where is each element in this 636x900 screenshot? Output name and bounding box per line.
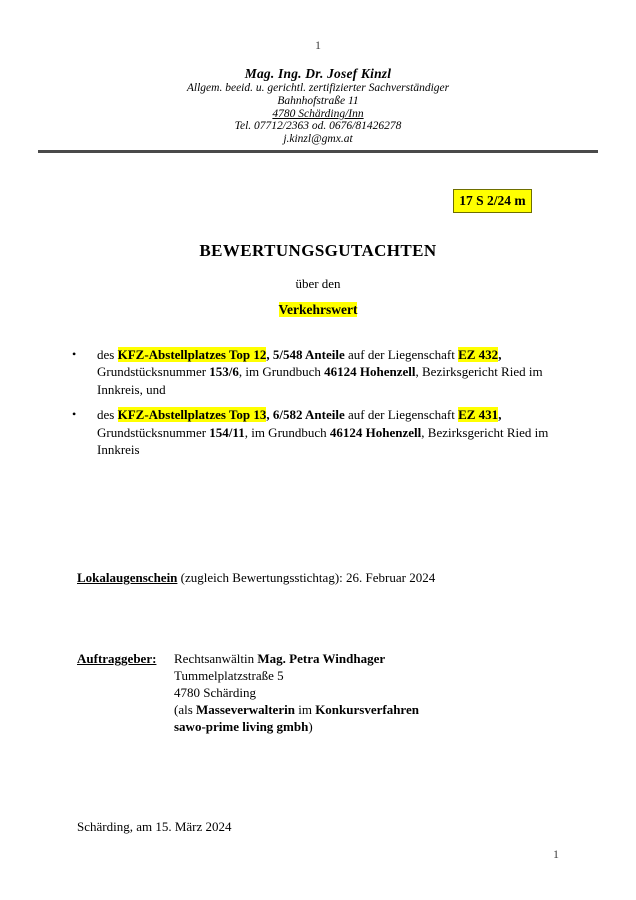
- letterhead-email: j.kinzl@gmx.at: [283, 133, 353, 146]
- letterhead-street: Bahnhofstraße 11: [277, 94, 359, 107]
- client-block: [77, 650, 559, 735]
- client-line-city: 4780 Schärding: [174, 685, 256, 700]
- letterhead-name: Mag. Ing. Dr. Josef Kinzl: [244, 66, 392, 81]
- list-item: [72, 406, 558, 458]
- client-line-role-2: sawo-prime living gmbh): [174, 719, 313, 734]
- case-number: 17 S 2/24 m: [459, 193, 526, 208]
- header-page-number: 1: [315, 38, 321, 52]
- case-number-box: [453, 189, 532, 213]
- bullet-list: [72, 346, 558, 466]
- bullet-text-top13: des KFZ-Abstellplatzes Top 13, 6/582 Anteile auf der Liegenschaft EZ 431, Grundstücksnummer 154/11, im Grundbuch 46124 Hohenzell, Bezirksgericht Ried im Innkreis: [97, 407, 549, 458]
- inspection-line: Lokalaugenschein (zugleich Bewertungsstichtag): 26. Februar 2024: [77, 570, 436, 585]
- bullet-text-top12: des KFZ-Abstellplatzes Top 12, 5/548 Anteile auf der Liegenschaft EZ 432, Grundstücksnummer 153/6, im Grundbuch 46124 Hohenzell, Bezirksgericht Ried im Innkreis, und: [97, 347, 543, 397]
- header-divider: [38, 150, 598, 153]
- date-line: Schärding, am 15. März 2024: [77, 819, 232, 834]
- client-line-role-1: (als Masseverwalterin im Konkursverfahren: [174, 702, 419, 717]
- title-connector: über den: [295, 276, 341, 291]
- letterhead-subtitle: Allgem. beeid. u. gerichtl. zertifizierter Sachverständiger: [186, 82, 450, 94]
- client-line-name: Rechtsanwältin Mag. Petra Windhager: [174, 651, 386, 666]
- list-item: [72, 346, 558, 398]
- client-details: [173, 650, 559, 735]
- keyword-highlight: Verkehrswert: [278, 302, 358, 317]
- letterhead-phone: Tel. 07712/2363 od. 0676/81426278: [234, 120, 402, 133]
- document-title: BEWERTUNGSGUTACHTEN: [199, 241, 437, 260]
- bullet-marker: [72, 406, 97, 458]
- letterhead: [0, 65, 636, 146]
- client-label: Auftraggeber:: [77, 651, 157, 666]
- client-line-street: Tummelplatzstraße 5: [174, 668, 284, 683]
- letterhead-city: 4780 Schärding/Inn: [272, 107, 364, 120]
- bullet-marker: [72, 346, 97, 398]
- footer-page-number: 1: [553, 847, 559, 861]
- keyword-row: [0, 302, 636, 318]
